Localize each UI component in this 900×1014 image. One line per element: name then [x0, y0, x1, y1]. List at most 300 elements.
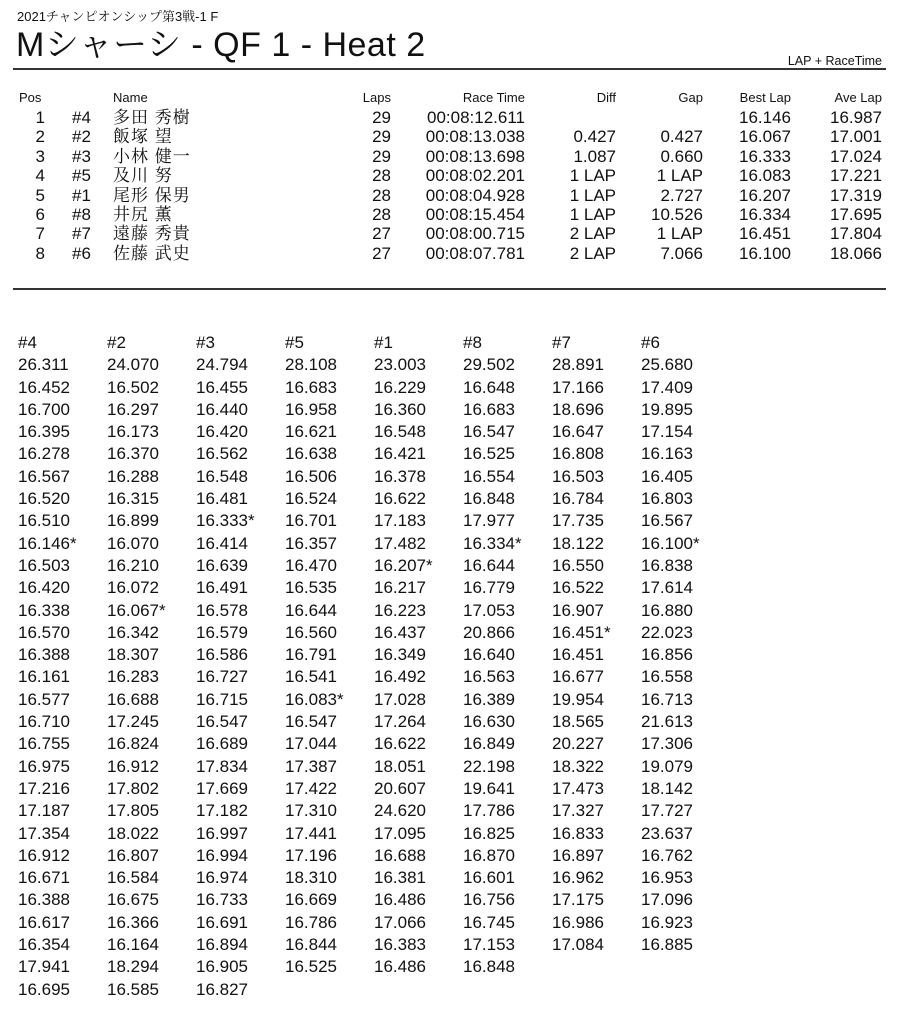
race-time: 00:08:04.928: [425, 185, 525, 205]
lap-time: 16.880: [641, 600, 693, 620]
lap-time: 17.096: [641, 890, 693, 910]
laps-count: 27: [372, 243, 391, 263]
driver-name: 遠藤 秀貴: [113, 224, 191, 244]
driver-name: 飯塚 望: [113, 127, 173, 147]
lap-time: 16.986: [552, 912, 604, 932]
lap-time: 16.784: [552, 489, 604, 509]
lap-time: 16.953: [641, 868, 693, 888]
lap-time: 18.022: [107, 823, 159, 843]
lap-time: 18.294: [107, 957, 159, 977]
event-subtitle: 2021チャンピオンシップ第3戦-1 F: [17, 9, 219, 24]
lap-time: 16.762: [641, 845, 693, 865]
gap-value: 2.727: [660, 185, 703, 205]
lap-time: 16.567: [18, 466, 70, 486]
lap-column-header: #8: [463, 333, 482, 352]
lap-time: 16.383: [374, 935, 426, 955]
ave-lap: 17.695: [830, 205, 882, 224]
lap-column-header: #3: [196, 333, 215, 352]
lap-time: 16.630: [463, 712, 515, 732]
lap-time: 17.154: [641, 422, 693, 442]
driver-name: 多田 秀樹: [113, 108, 191, 127]
car-number: #2: [72, 127, 91, 147]
lap-time: 16.503: [18, 555, 70, 575]
lap-time: 16.563: [463, 667, 515, 687]
gap-value: 0.660: [660, 146, 703, 166]
lap-time: 16.349: [374, 645, 426, 665]
lap-time: 16.486: [374, 890, 426, 910]
result-pos: 7: [35, 224, 45, 244]
lap-time: 16.803: [641, 489, 693, 509]
diff-value: 0.427: [573, 127, 616, 147]
lap-time: 16.975: [18, 756, 70, 776]
lap-time: 16.163: [641, 444, 693, 464]
lap-time: 17.216: [18, 778, 70, 798]
results-divider: [13, 288, 886, 290]
race-time: 00:08:15.454: [425, 205, 525, 224]
lap-time: 16.381: [374, 868, 426, 888]
lap-time: 24.620: [374, 801, 426, 821]
lap-time: 16.622: [374, 489, 426, 509]
lap-time: 19.895: [641, 399, 693, 419]
lap-time: 17.310: [285, 801, 337, 821]
lap-time: 18.051: [374, 756, 426, 776]
lap-time: 16.958: [285, 399, 337, 419]
lap-time: 16.838: [641, 555, 693, 575]
column-header-gap: Gap: [678, 90, 703, 105]
lap-time: 16.894: [196, 935, 248, 955]
lap-time: 16.710: [18, 712, 70, 732]
lap-time: 16.833: [552, 823, 604, 843]
lap-column: [196, 332, 284, 1001]
lap-time: 16.524: [285, 489, 337, 509]
lap-time: 16.585: [107, 979, 159, 999]
ave-lap: 17.024: [830, 146, 882, 166]
lap-time: 17.182: [196, 801, 248, 821]
lap-time: 16.695: [18, 979, 70, 999]
lap-time: 16.907: [552, 600, 604, 620]
lap-time: 16.360: [374, 399, 426, 419]
lap-time: 19.954: [552, 689, 604, 709]
lap-time: 16.491: [196, 578, 248, 598]
lap-time: 17.095: [374, 823, 426, 843]
lap-column: [285, 332, 373, 979]
lap-time: 16.808: [552, 444, 604, 464]
lap-time: 16.492: [374, 667, 426, 687]
gap-value: 10.526: [651, 205, 703, 224]
column-header-name: Name: [113, 90, 148, 105]
lap-time: 16.315: [107, 489, 159, 509]
lap-time: 22.198: [463, 756, 515, 776]
lap-time: 16.338: [18, 600, 70, 620]
lap-time: 16.733: [196, 890, 248, 910]
lap-time: 17.669: [196, 778, 248, 798]
lap-time: 16.856: [641, 645, 693, 665]
lap-time: 17.977: [463, 511, 515, 531]
result-row: [0, 147, 900, 166]
ave-lap: 16.987: [830, 108, 882, 127]
lap-time: 16.844: [285, 935, 337, 955]
result-pos: 4: [35, 166, 45, 186]
lap-time: 16.691: [196, 912, 248, 932]
header-divider: [13, 68, 886, 70]
lap-time: 16.994: [196, 845, 248, 865]
lap-time: 16.405: [641, 466, 693, 486]
lap-time: 23.637: [641, 823, 693, 843]
lap-time: 28.891: [552, 355, 604, 375]
lap-time: 16.366: [107, 912, 159, 932]
lap-time: 16.647: [552, 422, 604, 442]
lap-column: [18, 332, 106, 1001]
diff-value: 1.087: [573, 146, 616, 166]
lap-time: 16.297: [107, 399, 159, 419]
lap-time: 17.084: [552, 935, 604, 955]
lap-time: 16.700: [18, 399, 70, 419]
result-row: [0, 186, 900, 205]
lap-time: 25.680: [641, 355, 693, 375]
lap-time: 16.342: [107, 622, 159, 642]
lap-time: 16.683: [463, 399, 515, 419]
lap-time: 16.688: [107, 689, 159, 709]
lap-time: 17.183: [374, 511, 426, 531]
lap-time: 16.648: [463, 377, 515, 397]
lap-time: 16.644: [285, 600, 337, 620]
laps-count: 28: [372, 185, 391, 205]
lap-time: 16.547: [285, 712, 337, 732]
lap-time: 16.912: [107, 756, 159, 776]
lap-time: 17.441: [285, 823, 337, 843]
lap-column-header: #5: [285, 333, 304, 352]
lap-time: 20.607: [374, 778, 426, 798]
driver-name: 佐藤 武史: [113, 243, 191, 263]
lap-time: 16.824: [107, 734, 159, 754]
lap-time: 16.786: [285, 912, 337, 932]
column-header-laps: Laps: [362, 90, 391, 105]
lap-time: 16.640: [463, 645, 515, 665]
lap-time: 22.023: [641, 622, 693, 642]
lap-time: 16.621: [285, 422, 337, 442]
lap-time: 16.756: [463, 890, 515, 910]
ave-lap: 17.804: [830, 224, 882, 244]
lap-time: 16.577: [18, 689, 70, 709]
lap-time: 16.570: [18, 622, 70, 642]
lap-time: 16.701: [285, 511, 337, 531]
diff-value: 1 LAP: [569, 185, 616, 205]
lap-time: 17.354: [18, 823, 70, 843]
lap-time: 16.905: [196, 957, 248, 977]
lap-column: [641, 332, 729, 956]
result-pos: 8: [35, 243, 45, 263]
best-lap: 16.146: [739, 108, 791, 127]
driver-name: 井尻 薫: [113, 205, 173, 224]
lap-time: 16.584: [107, 868, 159, 888]
lap-time: 16.848: [463, 957, 515, 977]
ave-lap: 18.066: [830, 243, 882, 263]
lap-time: 16.370: [107, 444, 159, 464]
lap-time: 16.451*: [552, 622, 611, 642]
lap-time: 17.153: [463, 935, 515, 955]
best-lap: 16.067: [739, 127, 791, 147]
lap-time: 17.187: [18, 801, 70, 821]
gap-value: 7.066: [660, 243, 703, 263]
lap-time: 16.388: [18, 890, 70, 910]
lap-time: 18.565: [552, 712, 604, 732]
lap-time: 16.638: [285, 444, 337, 464]
laps-count: 27: [372, 224, 391, 244]
lap-time: 16.173: [107, 422, 159, 442]
lap-time: 16.535: [285, 578, 337, 598]
lap-time: 16.395: [18, 422, 70, 442]
lap-time: 17.805: [107, 801, 159, 821]
lap-time: 16.675: [107, 890, 159, 910]
race-time: 00:08:00.715: [425, 224, 525, 244]
car-number: #8: [72, 205, 91, 224]
lap-time: 17.387: [285, 756, 337, 776]
lap-time: 16.333*: [196, 511, 255, 531]
lap-time: 16.689: [196, 734, 248, 754]
result-pos: 3: [35, 146, 45, 166]
result-row: [0, 127, 900, 146]
lap-time: 16.745: [463, 912, 515, 932]
lap-time: 16.451: [552, 645, 604, 665]
lap-time: 16.548: [196, 466, 248, 486]
lap-column: [107, 332, 195, 1001]
lap-time: 16.617: [18, 912, 70, 932]
lap-time: 16.378: [374, 466, 426, 486]
lap-time: 16.283: [107, 667, 159, 687]
lap-time: 16.562: [196, 444, 248, 464]
lap-time: 17.327: [552, 801, 604, 821]
driver-name: 小林 健一: [113, 146, 191, 166]
lap-time: 16.639: [196, 555, 248, 575]
result-row: [0, 205, 900, 224]
lap-time: 16.210: [107, 555, 159, 575]
lap-time: 16.677: [552, 667, 604, 687]
lap-time: 16.962: [552, 868, 604, 888]
lap-time: 29.502: [463, 355, 515, 375]
car-number: #6: [72, 243, 91, 263]
lap-time: 18.307: [107, 645, 159, 665]
lap-time: 16.217: [374, 578, 426, 598]
car-number: #3: [72, 146, 91, 166]
lap-time: 17.802: [107, 778, 159, 798]
result-pos: 5: [35, 185, 45, 205]
best-lap: 16.207: [739, 185, 791, 205]
race-time: 00:08:13.698: [425, 146, 525, 166]
ave-lap: 17.001: [830, 127, 882, 147]
diff-value: 1 LAP: [569, 205, 616, 224]
lap-time: 21.613: [641, 712, 693, 732]
lap-column-header: #2: [107, 333, 126, 352]
lap-time: 16.586: [196, 645, 248, 665]
lap-time: 16.421: [374, 444, 426, 464]
lap-time: 17.834: [196, 756, 248, 776]
lap-time: 16.560: [285, 622, 337, 642]
lap-time: 16.897: [552, 845, 604, 865]
driver-name: 尾形 保男: [113, 185, 191, 205]
lap-time: 16.164: [107, 935, 159, 955]
lap-time: 16.997: [196, 823, 248, 843]
lap-time: 18.142: [641, 778, 693, 798]
lap-time: 16.825: [463, 823, 515, 843]
lap-time: 16.481: [196, 489, 248, 509]
lap-column: [463, 332, 551, 979]
lap-time: 17.482: [374, 533, 426, 553]
result-row: [0, 166, 900, 185]
lap-time: 16.207*: [374, 555, 433, 575]
diff-value: 2 LAP: [569, 243, 616, 263]
lap-time: 16.520: [18, 489, 70, 509]
lap-time: 17.941: [18, 957, 70, 977]
lap-time: 16.420: [196, 422, 248, 442]
race-time: 00:08:13.038: [425, 127, 525, 147]
result-pos: 1: [35, 108, 45, 127]
lap-time: 16.354: [18, 935, 70, 955]
gap-value: 0.427: [660, 127, 703, 147]
lap-time: 19.641: [463, 778, 515, 798]
ave-lap: 17.319: [830, 185, 882, 205]
lap-column-header: #7: [552, 333, 571, 352]
lap-time: 16.578: [196, 600, 248, 620]
laps-count: 29: [372, 108, 391, 127]
lap-time: 16.455: [196, 377, 248, 397]
gap-value: 1 LAP: [656, 224, 703, 244]
lap-time: 16.161: [18, 667, 70, 687]
lap-time: 16.688: [374, 845, 426, 865]
race-time: 00:08:02.201: [425, 166, 525, 186]
lap-time: 16.558: [641, 667, 693, 687]
lap-time: 16.100*: [641, 533, 700, 553]
lap-time: 24.794: [196, 355, 248, 375]
lap-column-header: #6: [641, 333, 660, 352]
lap-time: 18.322: [552, 756, 604, 776]
car-number: #4: [72, 108, 91, 127]
lap-time: 17.727: [641, 801, 693, 821]
lap-column-header: #1: [374, 333, 393, 352]
diff-value: 1 LAP: [569, 166, 616, 186]
lap-time: 24.070: [107, 355, 159, 375]
car-number: #1: [72, 185, 91, 205]
lap-time: 16.414: [196, 533, 248, 553]
lap-time: 16.974: [196, 868, 248, 888]
lap-time: 16.548: [374, 422, 426, 442]
lap-time: 16.671: [18, 868, 70, 888]
lap-time: 16.420: [18, 578, 70, 598]
result-row: [0, 108, 900, 127]
lap-time: 18.122: [552, 533, 604, 553]
lap-time: 17.166: [552, 377, 604, 397]
lap-time: 16.070: [107, 533, 159, 553]
lap-time: 16.791: [285, 645, 337, 665]
lap-time: 16.848: [463, 489, 515, 509]
lap-time: 17.264: [374, 712, 426, 732]
lap-time: 16.437: [374, 622, 426, 642]
best-lap: 16.333: [739, 146, 791, 166]
lap-time: 16.715: [196, 689, 248, 709]
lap-time: 26.311: [18, 355, 69, 375]
lap-time: 19.079: [641, 756, 693, 776]
column-header-best-lap: Best Lap: [739, 90, 791, 105]
lap-time: 16.923: [641, 912, 693, 932]
column-header-ave-lap: Ave Lap: [834, 90, 882, 105]
lap-time: 17.245: [107, 712, 159, 732]
lap-time: 16.849: [463, 734, 515, 754]
lap-column: [374, 332, 462, 979]
ave-lap: 17.221: [830, 166, 882, 186]
driver-name: 及川 努: [113, 166, 173, 186]
lap-time: 16.827: [196, 979, 248, 999]
lap-time: 16.579: [196, 622, 248, 642]
best-lap: 16.334: [739, 205, 791, 224]
lap-time: 16.567: [641, 511, 693, 531]
lap-time: 16.506: [285, 466, 337, 486]
lap-time: 16.683: [285, 377, 337, 397]
race-time: 00:08:12.611: [427, 108, 525, 127]
lap-time: 16.525: [285, 957, 337, 977]
lap-time: 17.409: [641, 377, 693, 397]
result-pos: 6: [35, 205, 45, 224]
lap-time: 16.644: [463, 555, 515, 575]
lap-time: 16.727: [196, 667, 248, 687]
lap-time: 17.175: [552, 890, 604, 910]
lap-time: 16.389: [463, 689, 515, 709]
lap-time: 16.072: [107, 578, 159, 598]
lap-time: 16.669: [285, 890, 337, 910]
laps-count: 29: [372, 146, 391, 166]
lap-time: 16.899: [107, 511, 159, 531]
lap-time: 16.440: [196, 399, 248, 419]
lap-time: 16.278: [18, 444, 70, 464]
lap-time: 17.614: [641, 578, 693, 598]
lap-time: 16.223: [374, 600, 426, 620]
laps-count: 29: [372, 127, 391, 147]
lap-time: 20.866: [463, 622, 515, 642]
lap-time: 16.541: [285, 667, 337, 687]
lap-time: 16.525: [463, 444, 515, 464]
lap-time: 16.885: [641, 935, 693, 955]
lap-time: 17.196: [285, 845, 337, 865]
best-lap: 16.083: [739, 166, 791, 186]
lap-time: 16.601: [463, 868, 515, 888]
lap-column-header: #4: [18, 333, 37, 352]
lap-time: 16.502: [107, 377, 159, 397]
lap-time: 28.108: [285, 355, 337, 375]
lap-time: 16.229: [374, 377, 426, 397]
best-lap: 16.100: [739, 243, 791, 263]
lap-time: 16.288: [107, 466, 159, 486]
lap-time: 18.696: [552, 399, 604, 419]
lap-time: 16.713: [641, 689, 693, 709]
lap-time: 17.044: [285, 734, 337, 754]
laps-count: 28: [372, 166, 391, 186]
lap-time: 16.146*: [18, 533, 77, 553]
lap-time: 17.422: [285, 778, 337, 798]
lap-time: 16.083*: [285, 689, 344, 709]
lap-time: 16.807: [107, 845, 159, 865]
page-title: Mシャーシ - QF 1 - Heat 2: [16, 26, 426, 64]
lap-time: 17.028: [374, 689, 426, 709]
result-row: [0, 244, 900, 263]
lap-time: 17.306: [641, 734, 693, 754]
result-pos: 2: [35, 127, 45, 147]
car-number: #7: [72, 224, 91, 244]
lap-time: 16.522: [552, 578, 604, 598]
lap-time: 16.067*: [107, 600, 166, 620]
lap-time: 16.452: [18, 377, 70, 397]
gap-value: 1 LAP: [656, 166, 703, 186]
lap-time: 16.870: [463, 845, 515, 865]
lap-time: 16.388: [18, 645, 70, 665]
lap-time: 17.786: [463, 801, 515, 821]
